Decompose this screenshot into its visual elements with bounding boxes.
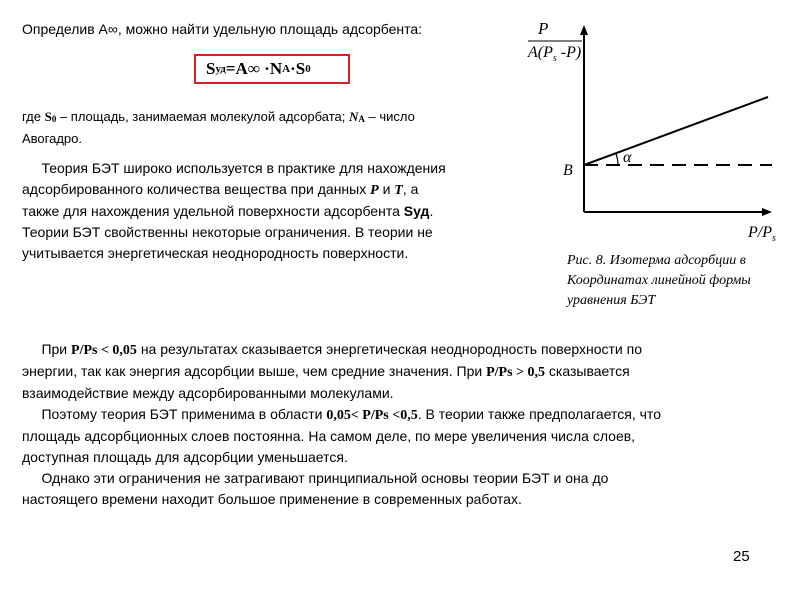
where-na-letter: N [349, 109, 359, 124]
graph-y-den-post: -P) [556, 44, 582, 61]
main-l4-cond: 0,05< P/Ps <0,5 [326, 408, 418, 423]
bet-graph [500, 0, 800, 250]
formula-s0-sub: 0 [305, 63, 311, 75]
formula-s-sub: уд [215, 63, 226, 75]
bet-t [394, 183, 403, 198]
bet-p [370, 183, 379, 198]
main-l1-cond: P/Ps < 0,05 [71, 343, 137, 358]
graph-y-denominator [527, 44, 581, 64]
graph-bet-line [584, 97, 768, 165]
graph-x-label-main: P/P [748, 224, 772, 241]
main-line-1 [22, 339, 762, 361]
bet-l3-end: . [429, 203, 434, 219]
graph-x-label [747, 224, 776, 244]
where-line-2: Авогадро. [22, 131, 83, 146]
bet-l2-pre: адсорбированного количества вещества при данных [22, 181, 371, 197]
bet-p-letter: P [370, 183, 379, 198]
main-paragraph [22, 339, 762, 510]
caption-line-1: Рис. 8. Изотерма адсорбции в [567, 253, 746, 268]
main-line-5: площадь адсорбционных слоев постоянна. На самом деле, по мере увеличения числа слоев, [22, 428, 636, 444]
main-l2-end: сказывается [545, 363, 630, 379]
graph-point-b: B [563, 162, 573, 179]
where-end: – число [364, 109, 415, 124]
main-l4-pre: Поэтому теория БЭТ применима в области [41, 406, 327, 422]
graph-y-den-pre: A(P [528, 44, 553, 61]
graph-y-arrow [580, 25, 588, 35]
main-line-4 [22, 404, 762, 426]
bet-line-1 [22, 158, 522, 179]
bet-t-letter: T [394, 183, 403, 198]
main-l2-cond: P/Ps > 0,5 [486, 365, 546, 380]
main-l7-text: Однако эти ограничения не затрагивают принципиальной основы теории БЭТ и она до [41, 470, 609, 486]
bet-l3-pre: также для нахождения удельной поверхности адсорбента [22, 203, 404, 219]
main-line-8: настоящего времени находит большое применение в современных работах. [22, 491, 522, 507]
slide-number: 25 [733, 548, 750, 565]
main-line-6: доступная площадь для адсорбции уменьшается. [22, 449, 348, 465]
where-na [349, 109, 365, 124]
formula-eq: =A∞ ·N [225, 59, 283, 78]
caption-line-3: уравнения БЭТ [567, 293, 656, 308]
graph-x-arrow [762, 208, 772, 216]
graph-angle-arc [616, 153, 619, 166]
bet-line-2 [22, 179, 522, 201]
bet-line-1-text: Теория БЭТ широко используется в практике для нахождения [41, 160, 446, 176]
main-line-2 [22, 361, 762, 383]
where-mid: – площадь, занимаемая молекулой адсорбата; [56, 109, 349, 124]
bet-sud: Sуд [403, 203, 430, 219]
graph-y-numerator: P [538, 19, 549, 38]
bet-l2-end: , а [402, 181, 419, 197]
figure-caption [567, 251, 751, 311]
bet-line-4: Теории БЭТ свойственны некоторые ограничения. В теории не [22, 224, 433, 240]
bet-paragraph [22, 158, 522, 264]
where-note [22, 107, 492, 148]
bet-line-5: учитывается энергетическая неоднородность поверхности. [22, 245, 409, 261]
bet-and: и [378, 181, 395, 197]
where-s0-sub: 0 [51, 114, 57, 124]
where-s0-letter: S [44, 109, 52, 124]
main-l1-pre: При [41, 341, 72, 357]
main-l2-pre: энергии, так как энергия адсорбции выше, чем средние значения. При [22, 363, 487, 379]
main-line-3: взаимодействие между адсорбированными молекулами. [22, 385, 394, 401]
bet-line-3 [22, 201, 522, 222]
formula-box [194, 54, 350, 84]
formula-na-sub: A [282, 63, 291, 75]
main-l1-end: на результатах сказывается энергетическая неоднородность поверхности по [136, 341, 643, 357]
formula-s: S [206, 59, 216, 78]
where-s0 [45, 109, 57, 124]
formula-dot: ·S [290, 59, 306, 78]
where-na-sub: A [358, 114, 365, 124]
main-l4-end: . В теории также предполагается, что [417, 406, 661, 422]
graph-angle-label: α [623, 149, 632, 166]
graph-y-den-sub: s [552, 53, 557, 64]
where-pre: где [22, 109, 45, 124]
where-line-1 [22, 107, 492, 129]
graph-x-label-sub: s [772, 233, 776, 244]
intro-text: Определив A∞, можно найти удельную площадь адсорбента: [22, 21, 423, 37]
main-line-7 [22, 468, 762, 489]
caption-line-2: Координатах линейной формы [567, 273, 751, 288]
